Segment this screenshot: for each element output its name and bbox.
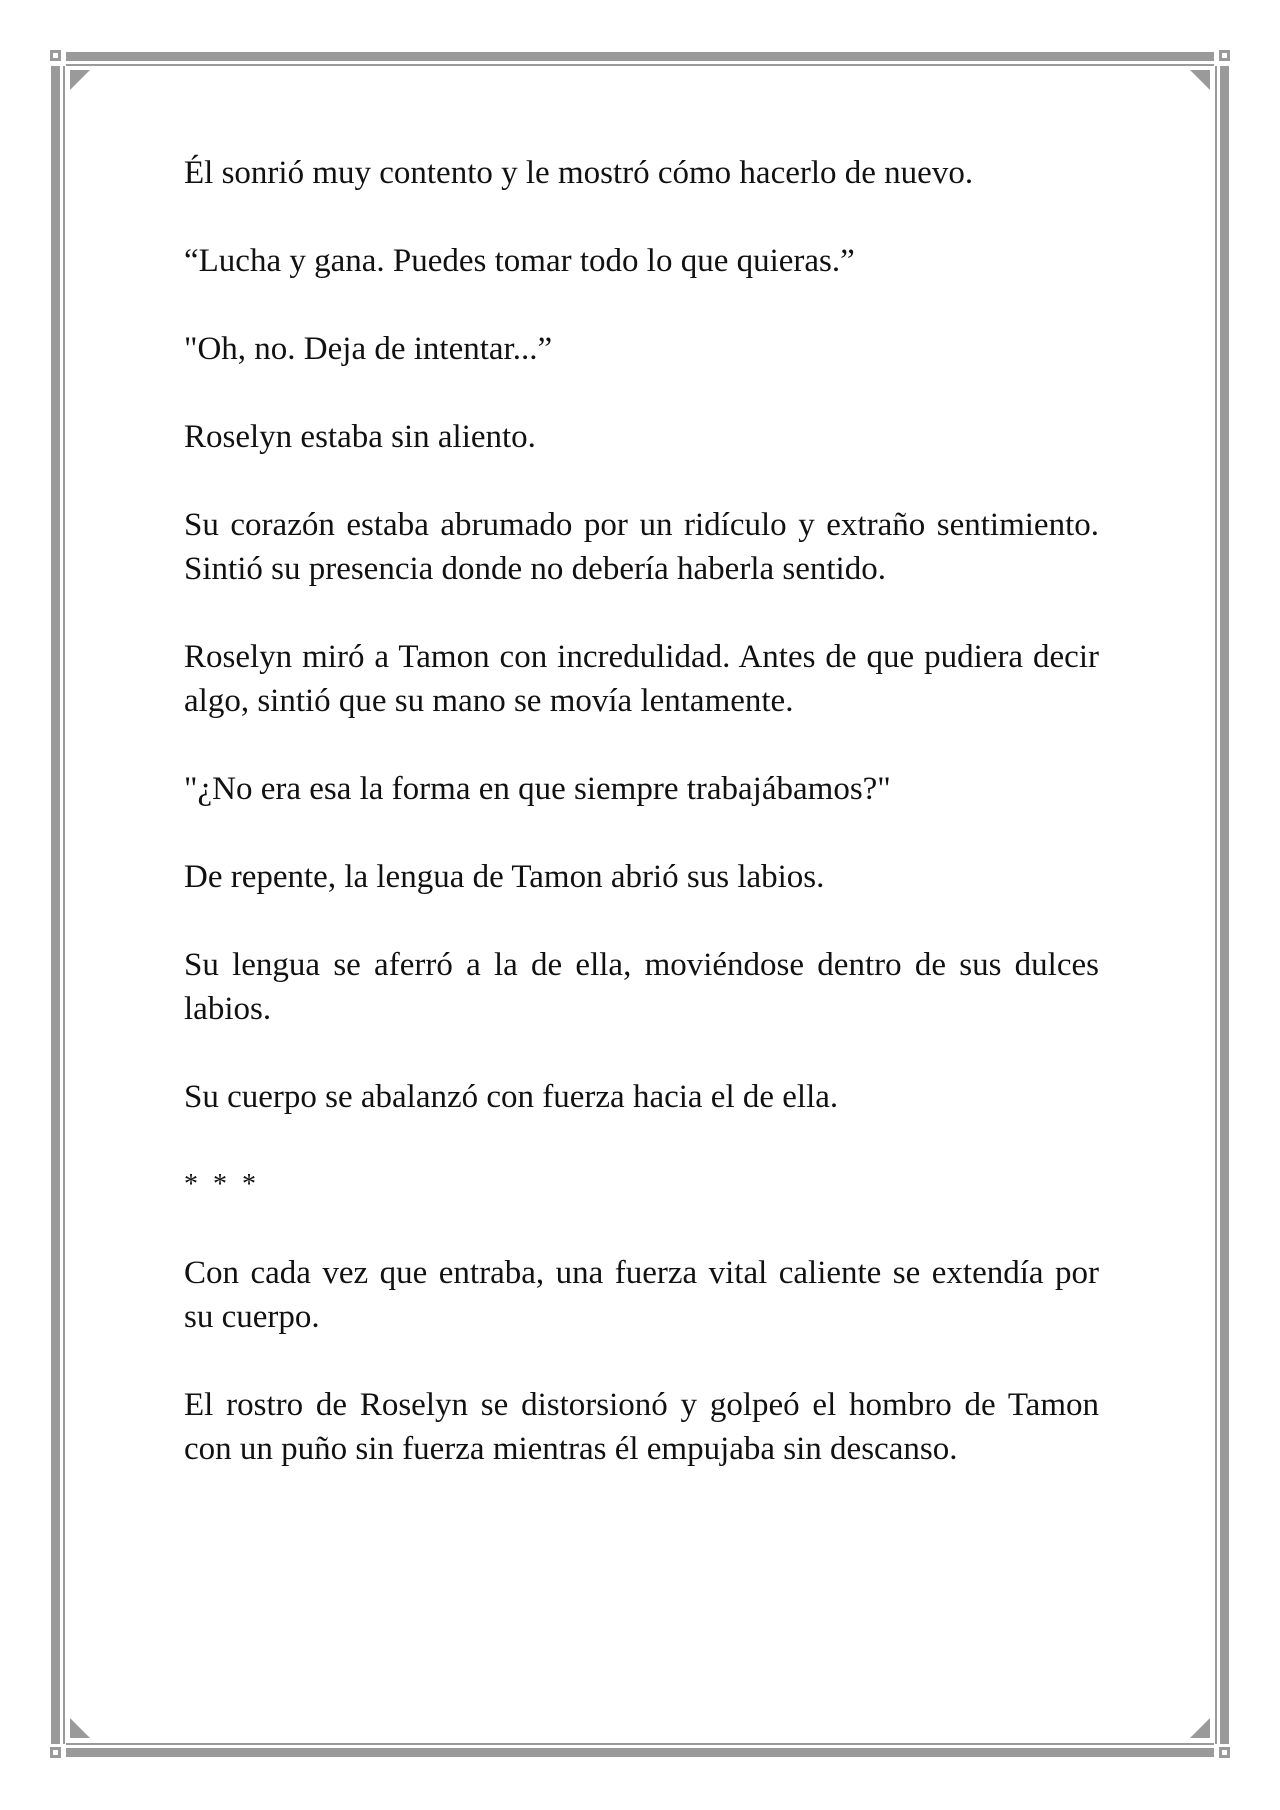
paragraph: Su corazón estaba abrumado por un ridículo y extraño sentimiento. Sintió su presencia donde no debería haberla sentido. xyxy=(184,507,1099,587)
paragraph: Él sonrió muy contento y le mostró cómo hacerlo de nuevo. xyxy=(184,155,974,191)
paragraph: Con cada vez que entraba, una fuerza vital caliente se extendía por su cuerpo. xyxy=(184,1255,1099,1335)
paragraph: "¿No era esa la forma en que siempre trabajábamos?" xyxy=(184,771,891,807)
paragraph: Roselyn miró a Tamon con incredulidad. Antes de que pudiera decir algo, sintió que su mano se movía lentamente. xyxy=(184,639,1099,719)
paragraph: “Lucha y gana. Puedes tomar todo lo que quieras.” xyxy=(184,243,855,279)
paragraph: Su lengua se aferró a la de ella, moviéndose dentro de sus dulces labios. xyxy=(184,947,1099,1027)
paragraph: El rostro de Roselyn se distorsionó y golpeó el hombro de Tamon con un puño sin fuerza mientras él empujaba sin descanso. xyxy=(184,1387,1099,1467)
paragraph: Roselyn estaba sin aliento. xyxy=(184,419,536,455)
paragraph: Su cuerpo se abalanzó con fuerza hacia el de ella. xyxy=(184,1079,839,1115)
paragraph: "Oh, no. Deja de intentar...” xyxy=(184,331,553,367)
scene-separator: * * * xyxy=(184,1169,260,1200)
paragraph: De repente, la lengua de Tamon abrió sus labios. xyxy=(184,859,825,895)
page-text xyxy=(184,151,1099,1515)
